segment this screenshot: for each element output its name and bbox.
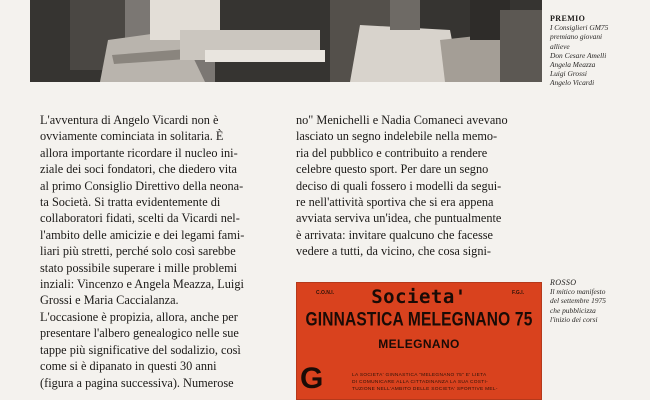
caption-line: del settembre 1975: [550, 296, 606, 306]
poster-corner-right: F.G.I.: [512, 290, 524, 296]
text-line: (figura a pagina successiva). Numerose: [40, 375, 234, 390]
photo-caption: [550, 14, 646, 88]
text-line: presentare l'albero genealogico nelle sue: [40, 326, 239, 341]
text-line: no" Menichelli e Nadia Comaneci avevano: [296, 113, 508, 127]
caption-line: allieve: [550, 41, 570, 51]
text-line: celebre questo sport. Per dare un segno: [296, 162, 489, 177]
text-line: allora importante ricordare il nucleo ini-: [40, 145, 238, 160]
article-right-column: [296, 112, 544, 260]
poster-title-line3: MELEGNANO: [378, 337, 460, 351]
poster-big-letter: G: [300, 362, 324, 395]
text-line: re nell'attività sportiva che si era appena: [296, 195, 494, 210]
caption-line: Angela Meazza: [550, 60, 596, 70]
poster-body-line: DI COMUNICARE ALLA CITTADINANZA LA SUA COSTI-: [352, 380, 489, 386]
text-line: al primo Consiglio Direttivo della neona-: [40, 178, 244, 193]
poster-image: [296, 282, 542, 400]
caption-line: I Consiglieri GM75: [550, 23, 609, 33]
caption-label: PREMIO: [550, 14, 586, 23]
text-line: come si è dipanato in questi 30 anni: [40, 359, 217, 374]
text-line: l'ambito delle amicizie e dei legami fami-: [40, 227, 245, 242]
text-line: L'occasione è propizia, allora, anche per: [40, 309, 238, 324]
text-line: inziali: Vincenzo e Angela Meazza, Luigi: [40, 277, 244, 292]
text-line: ovviamente cominciata in solitaria. È: [40, 129, 224, 144]
caption-line: Don Cesare Amelli: [550, 50, 607, 60]
group-photo: [30, 0, 542, 82]
caption-line: Angelo Vicardi: [550, 78, 595, 88]
text-line: Grossi e Maria Caccialanza.: [40, 293, 179, 308]
text-line: vedere a tutti, da vicino, che cosa signi-: [296, 244, 491, 259]
poster-body-line: TUZIONE NELL'AMBITO DELLE SOCIETA' SPORTIVE MEL-: [352, 387, 498, 393]
text-line: stato possibile superare i mille problemi: [40, 260, 238, 275]
text-line: L'avventura di Angelo Vicardi non è: [40, 113, 219, 127]
text-line: ria del pubblico e contribuito a rendere: [296, 145, 488, 160]
caption-line: premiano giovani: [550, 32, 603, 42]
caption-line: Il mitico manifesto: [550, 287, 606, 297]
text-line: lasciato un segno indelebile nella memo-: [296, 129, 498, 144]
text-line: è arrivata: invitare qualcuno che facesse: [296, 227, 493, 242]
text-line: liari più stretti, perché solo così sarebbe: [40, 244, 236, 259]
text-line: avviata serviva un'idea, che puntualmente: [296, 211, 502, 226]
poster-corner-left: C.O.N.I.: [316, 290, 335, 296]
caption-line: che pubblicizza: [550, 305, 596, 315]
text-line: tappe più significative del sodalizio, così: [40, 342, 241, 357]
caption-line: Luigi Grossi: [550, 69, 587, 79]
caption-line: l'inizio dei corsi: [550, 314, 598, 324]
poster-caption: [550, 278, 646, 324]
poster-title-line2: GINNASTICA MELEGNANO 75: [305, 309, 533, 331]
poster-body-line: LA SOCIETA' GINNASTICA "MELEGNANO 75" E' LIETA: [352, 373, 487, 378]
poster-title-line1: Societa': [371, 286, 467, 308]
article-left-column: [40, 112, 284, 391]
text-line: ta Società. Si tratta evidentemente di: [40, 195, 221, 210]
poster-body-text: [352, 372, 538, 394]
caption-label: ROSSO: [550, 278, 577, 287]
photo-scene: [30, 0, 542, 82]
text-line: ziale dei soci fondatori, che diedero vita: [40, 162, 238, 177]
text-line: deciso di quali fossero i modelli da segui-: [296, 178, 502, 193]
text-line: collaboratori fidati, scelti da Vicardi nel-: [40, 211, 240, 226]
